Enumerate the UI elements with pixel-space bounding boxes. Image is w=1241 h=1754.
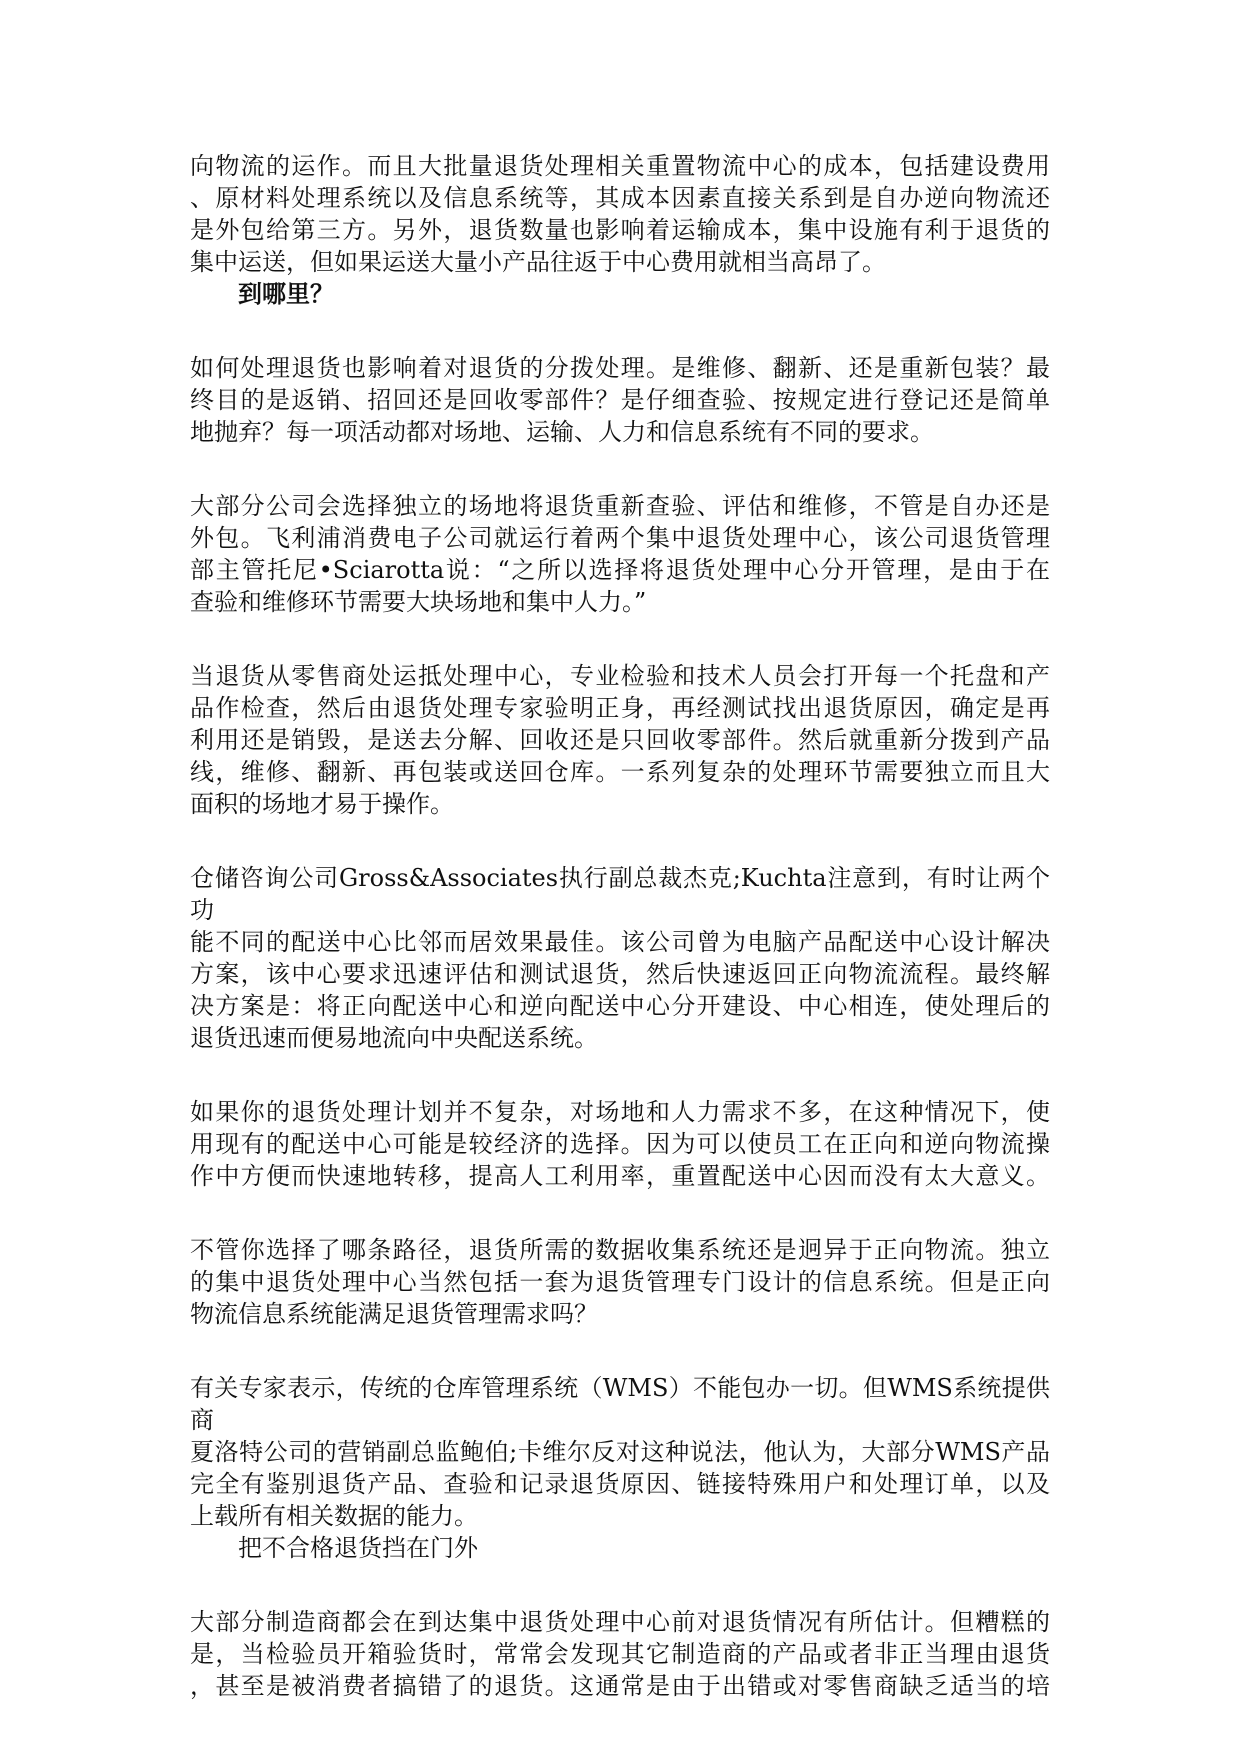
text-line: 利用还是销毁，是送去分解、回收还是只回收零部件。然后就重新分拨到产品	[190, 726, 1050, 754]
paragraph-if	[190, 1096, 1050, 1192]
text-line: 上载所有相关数据的能力。	[190, 1502, 478, 1530]
text-line: 退货迅速而便易地流向中央配送系统。	[190, 1024, 598, 1052]
text-line: 不管你选择了哪条路径，退货所需的数据收集系统还是迥异于正向物流。独立	[190, 1236, 1050, 1264]
text-line: 夏洛特公司的营销副总监鲍伯;卡维尔反对这种说法，他认为，大部分WMS产品	[190, 1438, 1050, 1466]
paragraph-gross	[190, 862, 1050, 1054]
text-line: 终目的是返销、招回还是回收零部件？是仔细查验、按规定进行登记还是简单	[190, 386, 1050, 414]
text-line: 外包。飞利浦消费电子公司就运行着两个集中退货处理中心，该公司退货管理	[190, 524, 1050, 552]
text-line: 作中方便而快速地转移，提高人工利用率，重置配送中心因而没有太大意义。	[190, 1162, 1050, 1190]
text-line: 是外包给第三方。另外，退货数量也影响着运输成本，集中设施有利于退货的	[190, 216, 1050, 244]
document-page	[190, 150, 1050, 1702]
text-line: 查验和维修环节需要大块场地和集中人力。”	[190, 588, 647, 616]
text-line: 部主管托尼•Sciarotta说：“之所以选择将退货处理中心分开管理，是由于在	[190, 556, 1050, 584]
text-line: 大部分公司会选择独立的场地将退货重新查验、评估和维修，不管是自办还是	[190, 492, 1050, 520]
text-line: 的集中退货处理中心当然包括一套为退货管理专门设计的信息系统。但是正向	[190, 1268, 1050, 1296]
paragraph-manufacturers	[190, 1606, 1050, 1702]
text-line: 、原材料处理系统以及信息系统等，其成本因素直接关系到是自办逆向物流还	[190, 184, 1050, 212]
text-line: 集中运送，但如果运送大量小产品往返于中心费用就相当高昂了。	[190, 248, 886, 276]
text-line: 地抛弃？每一项活动都对场地、运输、人力和信息系统有不同的要求。	[190, 418, 934, 446]
text-line: 物流信息系统能满足退货管理需求吗？	[190, 1300, 598, 1328]
text-line: 大部分制造商都会在到达集中退货处理中心前对退货情况有所估计。但糟糕的	[190, 1608, 1050, 1636]
text-line: 如何处理退货也影响着对退货的分拨处理。是维修、翻新、还是重新包装？最	[190, 354, 1050, 382]
text-line: 决方案是：将正向配送中心和逆向配送中心分开建设、中心相连，使处理后的	[190, 992, 1050, 1020]
paragraph-most	[190, 490, 1050, 618]
paragraph-intro	[190, 150, 1050, 278]
text-line: 用现有的配送中心可能是较经济的选择。因为可以使员工在正向和逆向物流操	[190, 1130, 1050, 1158]
text-line: ，甚至是被消费者搞错了的退货。这通常是由于出错或对零售商缺乏适当的培	[190, 1672, 1050, 1700]
paragraph-nomatter	[190, 1234, 1050, 1330]
text-line: 当退货从零售商处运抵处理中心，专业检验和技术人员会打开每一个托盘和产	[190, 662, 1050, 690]
text-line: 完全有鉴别退货产品、查验和记录退货原因、链接特殊用户和处理订单，以及	[190, 1470, 1050, 1498]
section-heading-where: 到哪里？	[238, 279, 334, 308]
text-line: 线，维修、翻新、再包装或送回仓库。一系列复杂的处理环节需要独立而且大	[190, 758, 1050, 786]
text-line: 方案，该中心要求迅速评估和测试退货，然后快速返回正向物流流程。最终解	[190, 960, 1050, 988]
text-line: 能不同的配送中心比邻而居效果最佳。该公司曾为电脑产品配送中心设计解决	[190, 928, 1050, 956]
paragraph-how	[190, 352, 1050, 448]
text-line: 仓储咨询公司Gross&Associates执行副总裁杰克;Kuchta注意到，有时让两个功	[190, 864, 1050, 924]
paragraph-experts	[190, 1372, 1050, 1532]
text-line: 面积的场地才易于操作。	[190, 790, 454, 818]
text-line: 是，当检验员开箱验货时，常常会发现其它制造商的产品或者非正当理由退货	[190, 1640, 1050, 1668]
paragraph-when	[190, 660, 1050, 820]
text-line: 如果你的退货处理计划并不复杂，对场地和人力需求不多，在这种情况下，使	[190, 1098, 1050, 1126]
text-line: 品作检查，然后由退货处理专家验明正身，再经测试找出退货原因，确定是再	[190, 694, 1050, 722]
text-line: 向物流的运作。而且大批量退货处理相关重置物流中心的成本，包括建设费用	[190, 152, 1050, 180]
text-line: 有关专家表示，传统的仓库管理系统（WMS）不能包办一切。但WMS系统提供商	[190, 1374, 1050, 1434]
section-heading-block: 把不合格退货挡在门外	[238, 1534, 478, 1562]
